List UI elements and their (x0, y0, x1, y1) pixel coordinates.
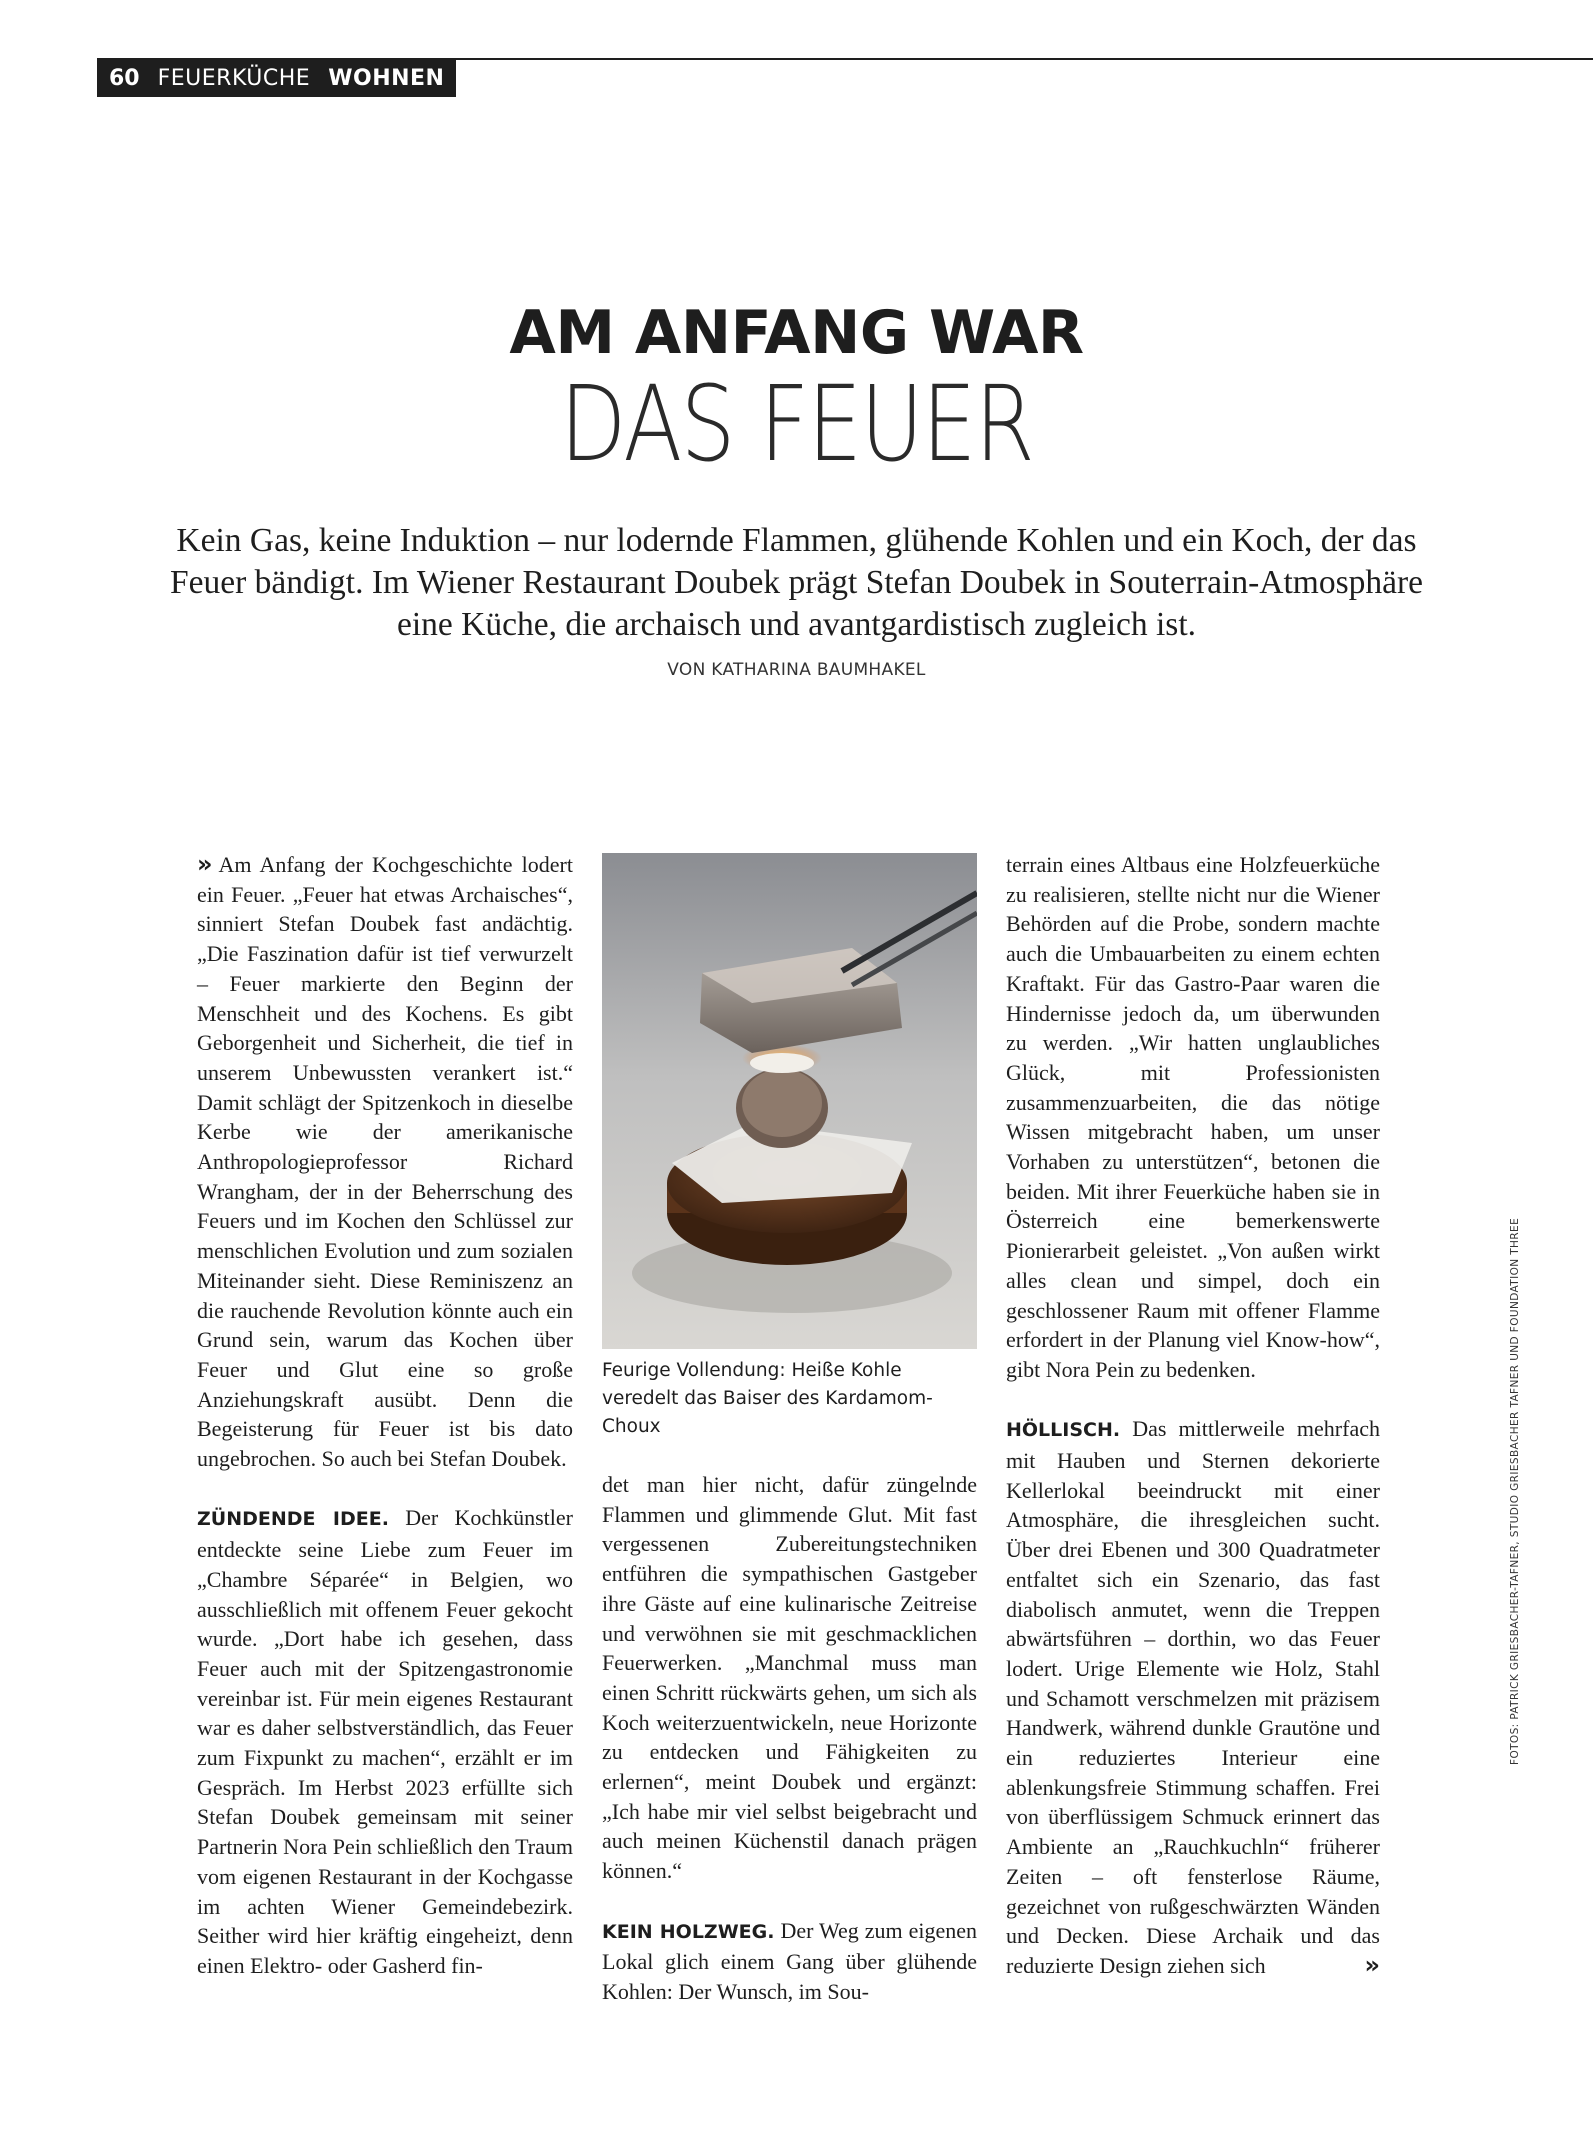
paragraph-intro-text: Am Anfang der Kochgeschichte lodert ein Feuer. „Feuer hat etwas Archaisches“, sinniert Stefan Doubek fast andächtig. „Die Faszination dafür ist tief verwurzelt – Feuer markierte den Beginn der Menschheit und des Kochens. Es gibt Geborgenheit und Sicherheit, die tief in unserem Unbewussten verankert ist.“ Damit schlägt der Spitzenkoch in dieselbe Kerbe wie der amerikanische Anthropologieprofessor Richard Wrangham, der in der Beherrschung des Feuers und im Kochen den Schlüssel zur menschlichen Evolution und zum sozialen Miteinander sieht. Diese Reminiszenz an die rauchende Revolution könnte auch ein Grund sein, warum das Kochen über Feuer und Glut eine so große Anziehungskraft ausübt. Denn die Begeisterung für Feuer ist bis dato ungebrochen. So auch bei Stefan Doubek. (197, 852, 573, 1472)
continue-mark: » (1364, 1951, 1380, 1979)
article-column-1 (197, 850, 573, 1981)
category-label: WOHNEN (328, 66, 445, 91)
article-column-3 (1006, 850, 1380, 1981)
start-mark: » (197, 850, 213, 878)
paragraph-intro (197, 850, 573, 1474)
page-header-tab (97, 60, 456, 97)
paragraph-souterrain: terrain eines Altbaus eine Holzfeuerküche zu realisieren, stellte nicht nur die Wiener Behörden auf die Probe, sondern machte auch die Umbauarbeiten zu einem echten Kraftakt. Für das Gastro-Paar waren die Hindernisse jedoch da, um überwunden zu werden. „Wir hatten unglaubliches Glück, mit Professionisten zusammenzuarbeiten, die das nötige Wissen mitgebracht haben, um unser Vorhaben zu unterstützen“, betonen die beiden. Mit ihrer Feuerküche haben sie in Österreich eine bemerkenswerte Pionierarbeit geleistet. „Von außen wirkt alles clean und simpel, doch ein geschlossener Raum mit offener Flamme erfordert in der Planung viel Know-how“, gibt Nora Pein zu bedenken. (1006, 852, 1380, 1382)
headline-line2: DAS FEUER (559, 363, 1034, 485)
paragraph-continued: det man hier nicht, dafür züngelnde Flammen und glimmende Glut. Mit fast vergessenen Zubereitungstechniken entführen die sympathischen Gastgeber ihre Gäste auf eine kulinarische Zeitreise und verwöhnen sie mit geschmacklichen Feuerwerken. „Manchmal muss man einen Schritt rückwärts gehen, um sich als Koch weiterzuentwickeln, neue Horizonte zu entdecken und Fähigkeiten zu erlernen“, meint Doubek und ergänzt: „Ich habe mir viel selbst beigebracht und auch meinen Küchenstil danach prägen können.“ (602, 1472, 977, 1884)
subhead-zuendende-idee: ZÜNDENDE IDEE. (197, 1508, 389, 1531)
paragraph-kein-holzweg (602, 1916, 977, 2007)
photo-credit: FOTOS: PATRICK GRIESBACHER-TAFNER, STUDIO GRIESBACHER TAFNER UND FOUNDATION THREE (1509, 1217, 1521, 1765)
page-number: 60 (109, 66, 140, 91)
headline-line1: AM ANFANG WAR (509, 298, 1084, 368)
subhead-kein-holzweg: KEIN HOLZWEG. (602, 1920, 775, 1943)
byline: VON KATHARINA BAUMHAKEL (667, 660, 926, 680)
lead-paragraph: Kein Gas, keine Induktion – nur lodernde Flammen, glühende Kohlen und ein Koch, der das Feuer bändigt. Im Wiener Restaurant Doubek prägt Stefan Doubek in Souterrain-Atmosphäre eine Küche, die archaisch und avantgardistisch zugleich ist. (169, 522, 1423, 643)
photo-caption: Feurige Vollendung: Heiße Kohle veredelt das Baiser des Kardamom-Choux (602, 1360, 933, 1437)
paragraph-hoellisch-text: Das mittlerweile mehrfach mit Hauben und Sternen dekorierte Kellerlokal beeindruckt mit einer Atmosphäre, die ihresgleichen sucht. Über drei Ebenen und 300 Quadratmeter entfaltet sich ein Szenario, das fast diabolisch anmutet, wenn die Treppen abwärtsführen – dorthin, wo das Feuer lodert. Urige Elemente wie Holz, Stahl und Schamott verschmelzen mit präzisem Handwerk, während dunkle Grautöne und ein reduziertes Interieur eine ablenkungsfreie Stimmung schaffen. Frei von überflüssigem Schmuck erinnert das Ambiente an „Rauchkuchln“ früherer Zeiten – oft fensterlose Räume, gezeichnet von rußgeschwärzten Wänden und Decken. Diese Archaik und das reduzierte Design ziehen sich (1006, 1416, 1380, 1978)
food-photo (602, 853, 977, 1349)
subhead-hoellisch: HÖLLISCH. (1006, 1419, 1121, 1442)
section-label: FEUERKÜCHE (157, 66, 311, 91)
paragraph-hoellisch (1006, 1414, 1380, 1980)
paragraph-kein-holzweg-text: Der Weg zum eigenen Lokal glich einem Gang über glühende Kohlen: Der Wunsch, im Sou- (602, 1917, 977, 2004)
paragraph-zuendende-idee (197, 1503, 573, 1980)
dessert-illustration (602, 853, 977, 1349)
paragraph-zuendende-idee-text: Der Kochkünstler entdeckte seine Liebe zum Feuer im „Chambre Séparée“ in Belgien, wo ausschließlich mit offenem Feuer gekocht wurde. „Dort habe ich gesehen, dass Feuer auch mit der Spitzengastronomie vereinbar ist. Für mein eigenes Restaurant war es daher selbstverständlich, das Feuer zum Fixpunkt zu machen“, erzählt er im Gespräch. Im Herbst 2023 erfüllte sich Stefan Doubek gemeinsam mit seiner Partnerin Nora Pein schließlich den Traum vom eigenen Restaurant in der Kochgasse im achten Wiener Gemeindebezirk. Seither wird hier kräftig eingeheizt, denn einen Elektro- oder Gasherd fin- (197, 1505, 573, 1978)
article-column-2 (602, 1470, 977, 2007)
